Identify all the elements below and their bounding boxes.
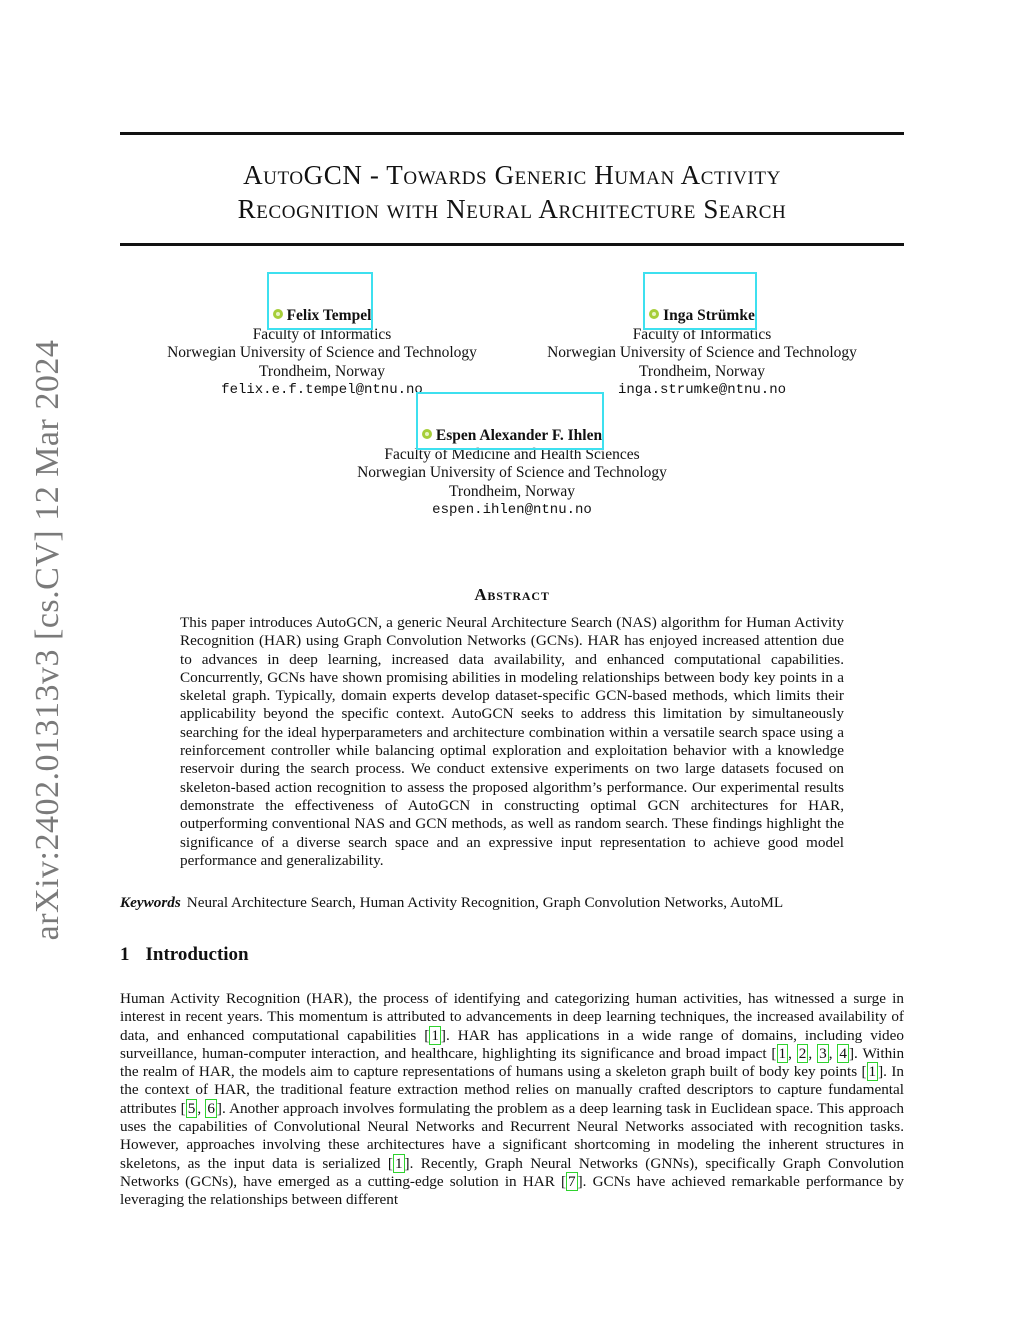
link-highlight-box bbox=[643, 272, 757, 330]
paper-title bbox=[120, 158, 904, 226]
author-faculty: Faculty of Informatics bbox=[632, 325, 772, 343]
section-heading bbox=[120, 944, 249, 966]
title-rule-top bbox=[120, 132, 904, 135]
author-email[interactable]: espen.ihlen@ntnu.no bbox=[432, 502, 592, 518]
orcid-icon bbox=[422, 429, 432, 439]
keywords-text: Neural Architecture Search, Human Activity Recognition, Graph Convolution Networks, AutoML bbox=[186, 894, 784, 911]
author-name: Felix Tempel bbox=[286, 307, 372, 324]
citation-link[interactable]: 1 bbox=[868, 1063, 877, 1081]
author-name-link[interactable] bbox=[422, 427, 602, 446]
arxiv-identifier: arXiv:2402.01313v3 [cs.CV] 12 Mar 2024 bbox=[29, 339, 66, 941]
citation-link[interactable]: 2 bbox=[798, 1044, 807, 1062]
title-line-2: Recognition with Neural Architecture Search bbox=[237, 194, 787, 224]
author-email[interactable]: inga.strumke@ntnu.no bbox=[617, 382, 787, 398]
author-faculty: Faculty of Medicine and Health Sciences bbox=[384, 445, 640, 463]
citation-link[interactable]: 4 bbox=[839, 1044, 847, 1062]
intro-text: ]. GCNs have achieved remarkable performance by leveraging the relationships between different bbox=[120, 1172, 904, 1209]
keywords-line bbox=[120, 894, 904, 912]
author-block-3 bbox=[260, 427, 764, 520]
author-name: Espen Alexander F. Ihlen bbox=[435, 427, 603, 444]
citation-link[interactable]: 1 bbox=[778, 1044, 787, 1062]
citation-link[interactable]: 7 bbox=[568, 1172, 576, 1190]
title-rule-bottom bbox=[120, 243, 904, 246]
author-name-link[interactable] bbox=[649, 307, 755, 326]
author-name-link[interactable] bbox=[273, 307, 372, 326]
intro-text: ]. Another approach involves formulating the problem as a deep learning task in Euclidean space. This approach uses the capabilities of Convolutional Neural Networks and Recurrent Neural Networks associated with recognition tasks. However, approaches involving these architectures have a significant shortcoming in modeling the inherent structures in skeletons, as the input data is serialized [ bbox=[120, 1099, 905, 1172]
author-name: Inga Strümke bbox=[663, 307, 755, 324]
author-faculty: Faculty of Informatics bbox=[252, 325, 392, 343]
intro-paragraph: Human Activity Recognition (HAR), the process of identifying and categorizing human activities, has witnessed a surge in interest in recent years. This momentum is attributed to advancements in deep learning techniques, the increased availability of data, and enhanced computational capabilities [ 1 ]. HAR has applications in a wide range of domains, including video surveillance, human-computer interaction, and healthcare, highlighting its significance and broad impact [ 1 , 2 , 3 , 4 ]. Within the realm of HAR, the models aim to capture representations of humans using a skeleton graph built of body key points [ 1 ]. In the context of HAR, the traditional feature extraction method relies on manually crafted descriptors to capture fundamental attributes [ 5 , 6 ]. Another approach involves formulating the problem as a deep learning task in Euclidean space. This approach uses the capabilities of Convolutional Neural Networks and Recurrent Neural Networks associated with recognition tasks. However, approaches involving these architectures have a significant shortcoming in modeling the inherent structures in skeletons, as the input data is serialized [ 1 ]. Recently, Graph Neural Networks (GNNs), specifically Graph Convolution Networks (GCNs), have emerged as a cutting-edge solution in HAR [ 7 ]. GCNs have achieved remarkable performance by leveraging the relationships between different bbox=[120, 990, 905, 1209]
author-university: Norwegian University of Science and Technology bbox=[357, 464, 667, 481]
author-location: Trondheim, Norway bbox=[638, 362, 765, 380]
intro-text: Human Activity Recognition (HAR), the process of identifying and categorizing human activities, has witnessed a surge in interest in recent years. This momentum is attributed to advancements in deep learning techniques, the increased availability of data, and enhanced computational capabilities [ bbox=[120, 990, 904, 1044]
link-highlight-box bbox=[267, 272, 374, 330]
intro-text: ]. Recently, Graph Neural Networks (GNNs), specifically Graph Convolution Networks (GCNs), have emerged as a cutting-edge solution in HAR [ bbox=[120, 1154, 904, 1190]
author-block-1 bbox=[120, 307, 524, 400]
citation-link[interactable]: 6 bbox=[207, 1099, 215, 1117]
abstract-heading: Abstract bbox=[474, 585, 550, 604]
citation-link[interactable]: 1 bbox=[431, 1026, 439, 1044]
abstract-text: This paper introduces AutoGCN, a generic Neural Architecture Search (NAS) algorithm for Human Activity Recognition (HAR) using Graph Convolution Networks (GCNs). HAR has enjoyed increased attention due to advances in deep learning, increased data availability, and enhanced computational capabilities. Concurrently, GCNs have shown promising abilities in modeling relationships between body key points in a skeletal graph. Typically, domain experts develop dataset-specific GCN-based methods, which limits their applicability beyond the specific context. AutoGCN seeks to address this limitation by simultaneously searching for the ideal hyperparameters and architecture combination within a versatile search space using a reinforcement controller while balancing optimal exploration and exploitation behavior with a knowledge reservoir during the search process. We conduct extensive experiments on two large datasets focused on skeleton-based action recognition to assess the proposed algorithm’s performance. Our experimental results demonstrate the effectiveness of AutoGCN in constructing optimal GCN architectures for HAR, outperforming conventional NAS and GCN methods, as well as random search. These findings highlight the significance of a diverse search space and an expressive input representation to achieve good model performance and generalizability. bbox=[180, 614, 844, 869]
section-title: Introduction bbox=[145, 944, 249, 965]
author-location: Trondheim, Norway bbox=[258, 362, 385, 380]
author-university: Norwegian University of Science and Technology bbox=[547, 344, 857, 361]
author-university: Norwegian University of Science and Technology bbox=[167, 344, 477, 361]
section-number: 1 bbox=[120, 944, 130, 965]
author-location: Trondheim, Norway bbox=[448, 482, 575, 500]
citation-link[interactable]: 5 bbox=[187, 1099, 196, 1117]
intro-text: ]. Within the realm of HAR, the models aim to capture representations of humans using a skeleton graph built of body key points [ bbox=[120, 1044, 905, 1081]
intro-text: ]. In the context of HAR, the traditional feature extraction method relies on manually crafted descriptors to capture fundamental attributes [ bbox=[120, 1063, 904, 1117]
orcid-icon bbox=[273, 309, 283, 319]
intro-text: ]. HAR has applications in a wide range of domains, including video surveillance, human-computer interaction, and healthcare, highlighting its significance and broad impact [ bbox=[120, 1026, 904, 1062]
keywords-label: Keywords bbox=[120, 894, 181, 911]
title-line-1: AutoGCN - Towards Generic Human Activity bbox=[243, 160, 781, 190]
author-email[interactable]: felix.e.f.tempel@ntnu.no bbox=[221, 382, 423, 398]
link-highlight-box bbox=[416, 392, 604, 450]
citation-link[interactable]: 3 bbox=[819, 1044, 827, 1062]
citation-link[interactable]: 1 bbox=[394, 1154, 403, 1172]
author-block-2 bbox=[500, 307, 904, 400]
